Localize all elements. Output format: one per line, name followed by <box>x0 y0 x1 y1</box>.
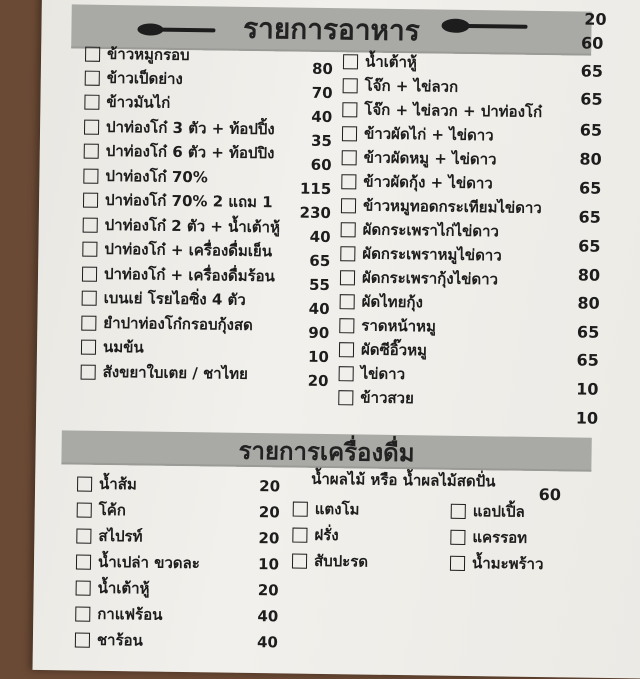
item-name: ผัดกระเพราไก่ไข่ดาว <box>362 220 500 241</box>
list-item[interactable] <box>81 313 253 334</box>
checkbox[interactable] <box>75 607 90 622</box>
item-name: ข้าวผัดหมู + ไข่ดาว <box>363 148 497 169</box>
checkbox[interactable] <box>343 54 358 69</box>
list-item[interactable] <box>82 239 273 261</box>
food-menu-title: รายการอาหาร <box>242 11 421 48</box>
list-item[interactable] <box>342 126 494 143</box>
checkbox[interactable] <box>84 144 99 159</box>
list-item[interactable] <box>83 166 208 187</box>
item-price: 90 <box>308 323 330 343</box>
list-item[interactable] <box>84 141 275 163</box>
checkbox[interactable] <box>450 530 465 545</box>
item-price: 40 <box>257 607 279 626</box>
item-name: สไปรท์ <box>98 526 143 546</box>
item-price: 55 <box>308 275 331 295</box>
item-price: 60 <box>580 33 604 53</box>
item-name: ปาท่องโก๋ 3 ตัว + ท้อปปิ้ง <box>105 117 275 139</box>
item-name: ข้าวหมูทอดกระเทียมไข่ดาว <box>362 196 542 217</box>
item-price: 10 <box>307 347 330 367</box>
item-price: 20 <box>258 503 280 522</box>
list-item[interactable] <box>343 54 417 70</box>
item-name: ชาร้อน <box>96 630 143 650</box>
list-item[interactable] <box>338 390 414 406</box>
item-price: 230 <box>299 203 332 223</box>
list-item[interactable] <box>292 551 369 571</box>
checkbox[interactable] <box>341 222 356 237</box>
checkbox[interactable] <box>450 556 465 571</box>
checkbox[interactable] <box>81 340 96 355</box>
list-item[interactable] <box>450 530 527 546</box>
checkbox[interactable] <box>84 120 99 135</box>
list-item[interactable] <box>340 270 498 287</box>
item-name: ผัดไทยกุ้ง <box>361 292 423 312</box>
spoon-icon <box>441 14 531 39</box>
item-name: ข้าวผัดไก่ + ไข่ดาว <box>363 124 494 145</box>
list-item[interactable] <box>82 288 246 309</box>
checkbox[interactable] <box>76 555 91 570</box>
checkbox[interactable] <box>342 102 357 117</box>
item-price: 65 <box>578 178 602 198</box>
corner-price: 20 <box>584 9 607 29</box>
item-price: 10 <box>575 408 599 428</box>
item-name: ข้าวมันไก่ <box>106 92 171 112</box>
item-price: 80 <box>577 265 601 285</box>
item-name: น้ำมะพร้าว <box>471 554 544 574</box>
item-price: 80 <box>579 149 602 169</box>
item-name: ผัดกระเพรากุ้งไข่ดาว <box>361 268 499 289</box>
checkbox[interactable] <box>82 267 97 282</box>
item-price: 80 <box>577 293 600 313</box>
checkbox[interactable] <box>292 554 307 569</box>
list-item[interactable] <box>84 92 171 112</box>
item-name: น้ำส้ม <box>98 474 137 494</box>
menu-sheet <box>33 0 640 679</box>
item-name: ปาท่องโก๋ 6 ตัว + ท้อปปิง <box>105 141 275 163</box>
juice-header: น้ำผลไม้ หรือ น้ำผลไม้สดปั่น <box>311 469 496 491</box>
list-item[interactable] <box>76 578 150 598</box>
checkbox[interactable] <box>292 528 307 543</box>
checkbox[interactable] <box>83 218 98 233</box>
checkbox[interactable] <box>342 126 357 141</box>
item-price: 70 <box>311 83 333 103</box>
checkbox[interactable] <box>84 95 99 110</box>
item-name: น้ำเต้าหู้ <box>364 52 418 72</box>
item-price: 80 <box>311 59 334 79</box>
item-name: ยำปาท่องโก๋กรอบกุ้งสด <box>103 313 253 334</box>
item-name: ปาท่องโก๋ 70% 2 แถม 1 <box>104 190 273 212</box>
item-price: 65 <box>580 89 603 109</box>
checkbox[interactable] <box>340 294 355 309</box>
item-price: 65 <box>579 120 603 140</box>
list-item[interactable] <box>342 150 497 167</box>
drinks-menu-title: รายการเครื่องดื่ม <box>238 436 415 468</box>
list-item[interactable] <box>85 44 190 65</box>
item-price: 60 <box>310 155 332 175</box>
list-item[interactable] <box>450 556 544 572</box>
juice-price: 60 <box>538 484 562 505</box>
list-item[interactable] <box>84 117 275 139</box>
item-name: แครรอท <box>472 528 528 547</box>
list-item[interactable] <box>292 525 339 545</box>
item-name: น้ำเปล่า ขวดละ <box>97 552 200 573</box>
list-item[interactable] <box>339 318 436 334</box>
checkbox[interactable] <box>76 581 91 596</box>
drinks-menu-header <box>61 430 591 471</box>
item-name: เบนเย่ โรยไอซิ่ง 4 ตัว <box>103 288 246 309</box>
item-name: โจ๊ก + ไข่ลวก <box>364 76 459 96</box>
list-item[interactable] <box>85 68 183 88</box>
item-price: 35 <box>310 131 333 151</box>
checkbox[interactable] <box>81 316 96 331</box>
item-name: โจ๊ก + ไข่ลวก + ปาท่องโก๋ <box>364 100 543 121</box>
list-item[interactable] <box>75 630 143 650</box>
item-price: 20 <box>257 581 279 600</box>
list-item[interactable] <box>75 604 163 624</box>
checkbox[interactable] <box>293 502 308 517</box>
checkbox[interactable] <box>341 198 356 213</box>
list-item[interactable] <box>83 190 273 212</box>
checkbox[interactable] <box>77 477 92 492</box>
list-item[interactable] <box>76 552 200 573</box>
checkbox[interactable] <box>340 246 355 261</box>
list-item[interactable] <box>343 78 459 95</box>
item-price: 65 <box>580 61 604 81</box>
item-price: 40 <box>309 227 331 247</box>
item-name: ข้าวสวย <box>360 388 414 408</box>
list-item[interactable] <box>341 174 493 191</box>
list-item[interactable] <box>339 342 427 358</box>
list-item[interactable] <box>76 526 143 546</box>
item-name: สับปะรด <box>313 551 369 571</box>
item-price: 20 <box>258 529 280 548</box>
item-name: ปาท่องโก๋ 70% <box>105 166 208 187</box>
checkbox[interactable] <box>83 193 98 208</box>
item-name: น้ำเต้าหู้ <box>97 578 150 598</box>
item-price: 20 <box>259 477 281 496</box>
item-name: ข้าวหมูกรอบ <box>106 44 190 65</box>
item-price: 20 <box>307 371 329 391</box>
item-price: 65 <box>309 251 331 271</box>
item-name: ฝรั่ง <box>314 525 339 545</box>
list-item[interactable] <box>340 246 502 263</box>
checkbox[interactable] <box>82 242 97 257</box>
item-price: 65 <box>576 322 600 342</box>
checkbox[interactable] <box>76 529 91 544</box>
list-item[interactable] <box>341 198 542 216</box>
item-name: ปาท่องโก๋ 2 ตัว + น้ำเต้าหู้ <box>104 215 281 237</box>
list-item[interactable] <box>293 499 360 519</box>
item-name: กาแฟร้อน <box>97 604 163 624</box>
item-name: ผัดซีอิ๊วหมู <box>360 340 428 360</box>
item-price: 65 <box>578 236 601 256</box>
list-item[interactable] <box>83 215 281 237</box>
item-name: ข้าวเป็ดย่าง <box>106 68 183 88</box>
item-name: แตงโม <box>314 499 360 519</box>
list-item[interactable] <box>341 222 499 239</box>
item-price: 10 <box>258 555 280 574</box>
checkbox[interactable] <box>85 71 100 86</box>
item-price: 40 <box>311 107 333 127</box>
checkbox[interactable] <box>81 365 96 380</box>
item-name: ปาท่องโก๋ + เครื่องดื่มเย็น <box>104 239 273 261</box>
item-name: ไข่ดาว <box>360 364 406 384</box>
item-name: สังขยาใบเตย / ชาไทย <box>102 362 248 383</box>
item-name: โค้ก <box>98 500 127 520</box>
checkbox[interactable] <box>338 390 353 405</box>
list-item[interactable] <box>451 504 525 520</box>
checkbox[interactable] <box>339 318 354 333</box>
list-item[interactable] <box>77 500 127 520</box>
item-name: นมข้น <box>102 337 144 357</box>
list-item[interactable] <box>339 366 406 382</box>
checkbox[interactable] <box>83 169 98 184</box>
checkbox[interactable] <box>339 342 354 357</box>
item-price: 10 <box>576 379 599 399</box>
checkbox[interactable] <box>339 366 354 381</box>
list-item[interactable] <box>77 474 137 494</box>
item-name: ราดหน้าหมู <box>361 316 437 336</box>
list-item[interactable] <box>81 362 248 383</box>
item-price: 40 <box>308 299 330 319</box>
item-price: 65 <box>576 350 600 370</box>
item-price: 115 <box>299 179 332 199</box>
checkbox[interactable] <box>340 270 355 285</box>
item-price: 65 <box>578 207 602 227</box>
checkbox[interactable] <box>451 504 466 519</box>
checkbox[interactable] <box>342 150 357 165</box>
checkbox[interactable] <box>82 291 97 306</box>
list-item[interactable] <box>82 264 275 286</box>
item-name: ปาท่องโก๋ + เครื่องดื่มร้อน <box>103 264 275 286</box>
item-name: ข้าวผัดกุ้ง + ไข่ดาว <box>363 172 493 193</box>
item-name: แอปเปิ้ล <box>472 502 525 521</box>
item-name: ผัดกระเพราหมูไข่ดาว <box>362 244 502 265</box>
checkbox[interactable] <box>341 174 356 189</box>
list-item[interactable] <box>342 102 542 120</box>
checkbox[interactable] <box>343 78 358 93</box>
spoon-icon <box>137 19 217 40</box>
checkbox[interactable] <box>77 503 92 518</box>
checkbox[interactable] <box>85 47 100 62</box>
item-price: 40 <box>256 633 279 652</box>
checkbox[interactable] <box>75 633 90 648</box>
list-item[interactable] <box>340 294 423 310</box>
list-item[interactable] <box>81 337 144 357</box>
